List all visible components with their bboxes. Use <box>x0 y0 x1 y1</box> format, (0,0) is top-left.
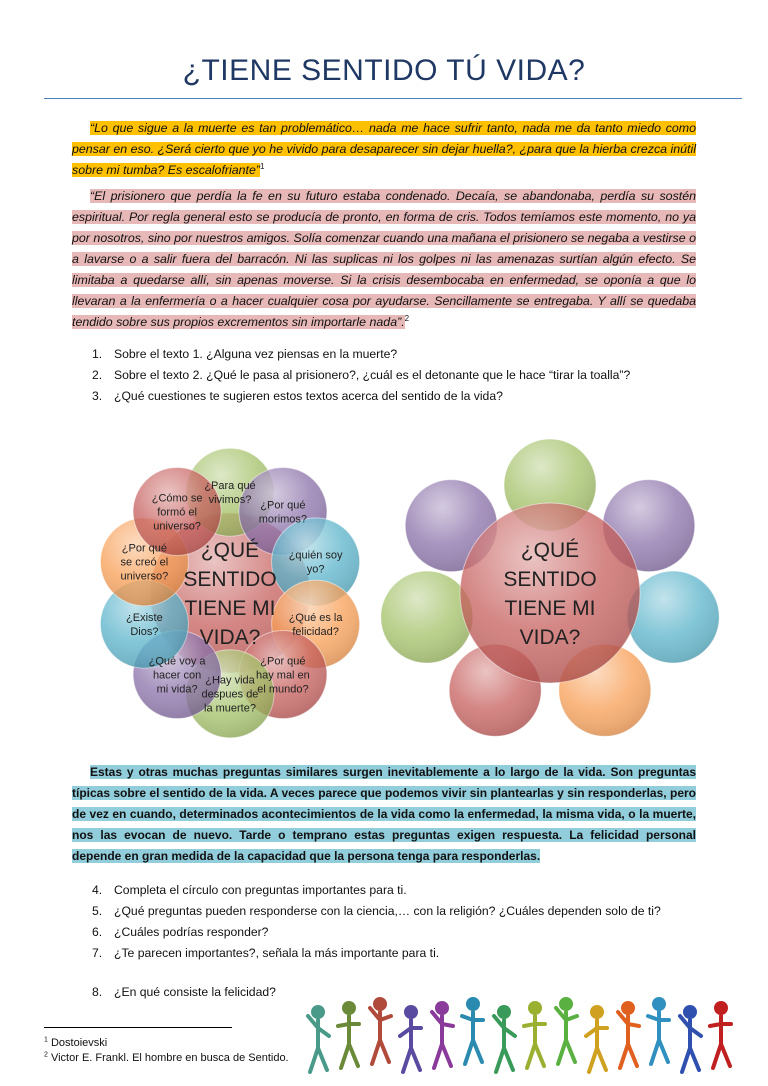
dancing-figure <box>710 1001 731 1068</box>
dancing-figure <box>494 1005 515 1072</box>
dancing-figure <box>400 1005 421 1072</box>
summary-text: Estas y otras muchas preguntas similares surgen inevitablemente a lo largo de la vida. Son preguntas típicas sobre el sentido de la vida. A veces parece que podemos vivir sin plantearlas y sin responderlas, pero de vez en cuando, determinados acontecimientos de la vida como la enfermedad, la misma vida, o la muerte, nos las evocan de nuevo. Tarde o temprano estas preguntas exigen respuesta. La felicidad personal depende en gran medida de la capacidad que la persona tenga para responderlas. <box>72 765 696 863</box>
dancing-figure <box>648 997 669 1064</box>
petal-question: ¿Qué es la felicidad? <box>288 611 343 638</box>
dancing-figures-illustration <box>308 997 731 1072</box>
dancing-figure <box>618 1001 639 1068</box>
question-text: ¿Qué preguntas pueden responderse con la ciencia,… con la religión? ¿Cuáles dependen solo de ti? <box>114 904 661 918</box>
list-number: 2. <box>92 368 103 382</box>
center-label: ¿QUÉ SENTIDO TIENE MI VIDA? <box>503 538 597 649</box>
quote-1-text: “Lo que sigue a la muerte es tan problemático… nada me hace sufrir tanto, nada me da tanto miedo como pensar en eso. ¿Será cierto que yo he vivido para desaparecer sin dejar huella?, ¿para que la hierba crezca inútil sobre mi tumba? Es escalofriante” <box>72 121 696 177</box>
dancing-figure <box>556 997 577 1064</box>
petal-circle-gloss <box>381 571 473 663</box>
question-item <box>92 922 661 943</box>
dancing-figure <box>680 1005 701 1072</box>
list-number: 5. <box>92 904 103 918</box>
question-list-2 <box>92 880 661 964</box>
diagram-left <box>100 448 359 738</box>
petal-question: ¿Cómo se formó el universo? <box>151 492 203 533</box>
list-number: 4. <box>92 883 103 897</box>
summary-paragraph <box>72 762 696 867</box>
list-number: 7. <box>92 946 103 960</box>
question-item <box>92 982 276 1003</box>
dancing-figure <box>462 997 483 1064</box>
petal-question: ¿Hay vida despues de la muerte? <box>201 674 259 715</box>
petal-question: ¿Existe Dios? <box>126 611 163 638</box>
petal-circle-gloss <box>627 571 719 663</box>
list-number: 3. <box>92 389 103 403</box>
list-number: 8. <box>92 985 103 999</box>
footnote-ref-2: 2 <box>404 313 410 323</box>
footnote-2: $^2$ Victor E. Frankl. El hombre en busca de Sentido. <box>44 1051 289 1064</box>
question-text: ¿Cuáles podrías responder? <box>114 925 269 939</box>
petal-question: ¿Por qué morimos? <box>258 499 308 526</box>
footnote-ref-1: 1 <box>260 161 265 171</box>
question-item <box>92 880 661 901</box>
question-text: Sobre el texto 2. ¿Qué le pasa al prisionero?, ¿cuál es el detonante que le hace “tirar la toalla”? <box>114 368 631 382</box>
center-label: ¿QUÉ SENTIDO TIENE MI VIDA? <box>183 538 277 649</box>
page-title: ¿TIENE SENTIDO TÚ VIDA? <box>182 54 586 87</box>
petal-question: ¿quién soy yo? <box>288 549 343 576</box>
question-item <box>92 943 661 964</box>
petal-question: ¿Qué voy a hacer con mi vida? <box>148 655 206 696</box>
petal-question: ¿Para qué vivimos? <box>204 480 256 507</box>
petal-question: ¿Por qué se creó el universo? <box>120 542 169 583</box>
dancing-figure <box>524 1001 545 1068</box>
dancing-figure <box>338 1001 359 1068</box>
footnote-1: $^1$ Dostoievski <box>44 1036 108 1049</box>
question-text: Sobre el texto 1. ¿Alguna vez piensas en la muerte? <box>114 347 398 361</box>
question-list-3 <box>92 982 276 1003</box>
question-text: ¿Qué cuestiones te sugieren estos textos acerca del sentido de la vida? <box>114 389 503 403</box>
quote-2-text: “El prisionero que perdía la fe en su futuro estaba condenado. Decaía, se abandonaba, perdía su sostén espiritual. Por regla general esto se producía de pronto, en forma de cris. Todos temíamos este momento, no ya por nosotros, sino por nuestros amigos. Solía comenzar cuando una mañana el prisionero se negaba a vestirse o a lavarse o a salir fuera del barracón. Ni las suplicas ni los golpes ni las amenazas surtían algún efecto. Se limitaba a quedarse allí, sin apenas moverse. Si la crisis desembocaba en enfermedad, se oponía a que lo llevaran a la enfermería o a hacer cualquier cosa por ayudarse. Sencillamente se entregaba. Y allí se quedaba tendido sobre sus propios excrementos sin importarle nada”. <box>72 189 696 329</box>
petal-question: ¿Por qué hay mal en el mundo? <box>255 655 310 696</box>
question-text: ¿Te parecen importantes?, señala la más importante para ti. <box>114 946 440 960</box>
list-number: 6. <box>92 925 103 939</box>
center-circle-gloss <box>460 503 640 683</box>
question-text: Completa el círculo con preguntas importantes para ti. <box>114 883 407 897</box>
question-item <box>92 901 661 922</box>
diagram-right <box>381 439 719 736</box>
question-text: ¿En qué consiste la felicidad? <box>114 985 276 999</box>
dancing-figure <box>586 1005 607 1072</box>
list-number: 1. <box>92 347 103 361</box>
dancing-figure <box>432 1001 453 1068</box>
footnote-separator <box>44 1027 232 1028</box>
dancing-figure <box>370 997 391 1064</box>
dancing-figure <box>308 1005 329 1072</box>
